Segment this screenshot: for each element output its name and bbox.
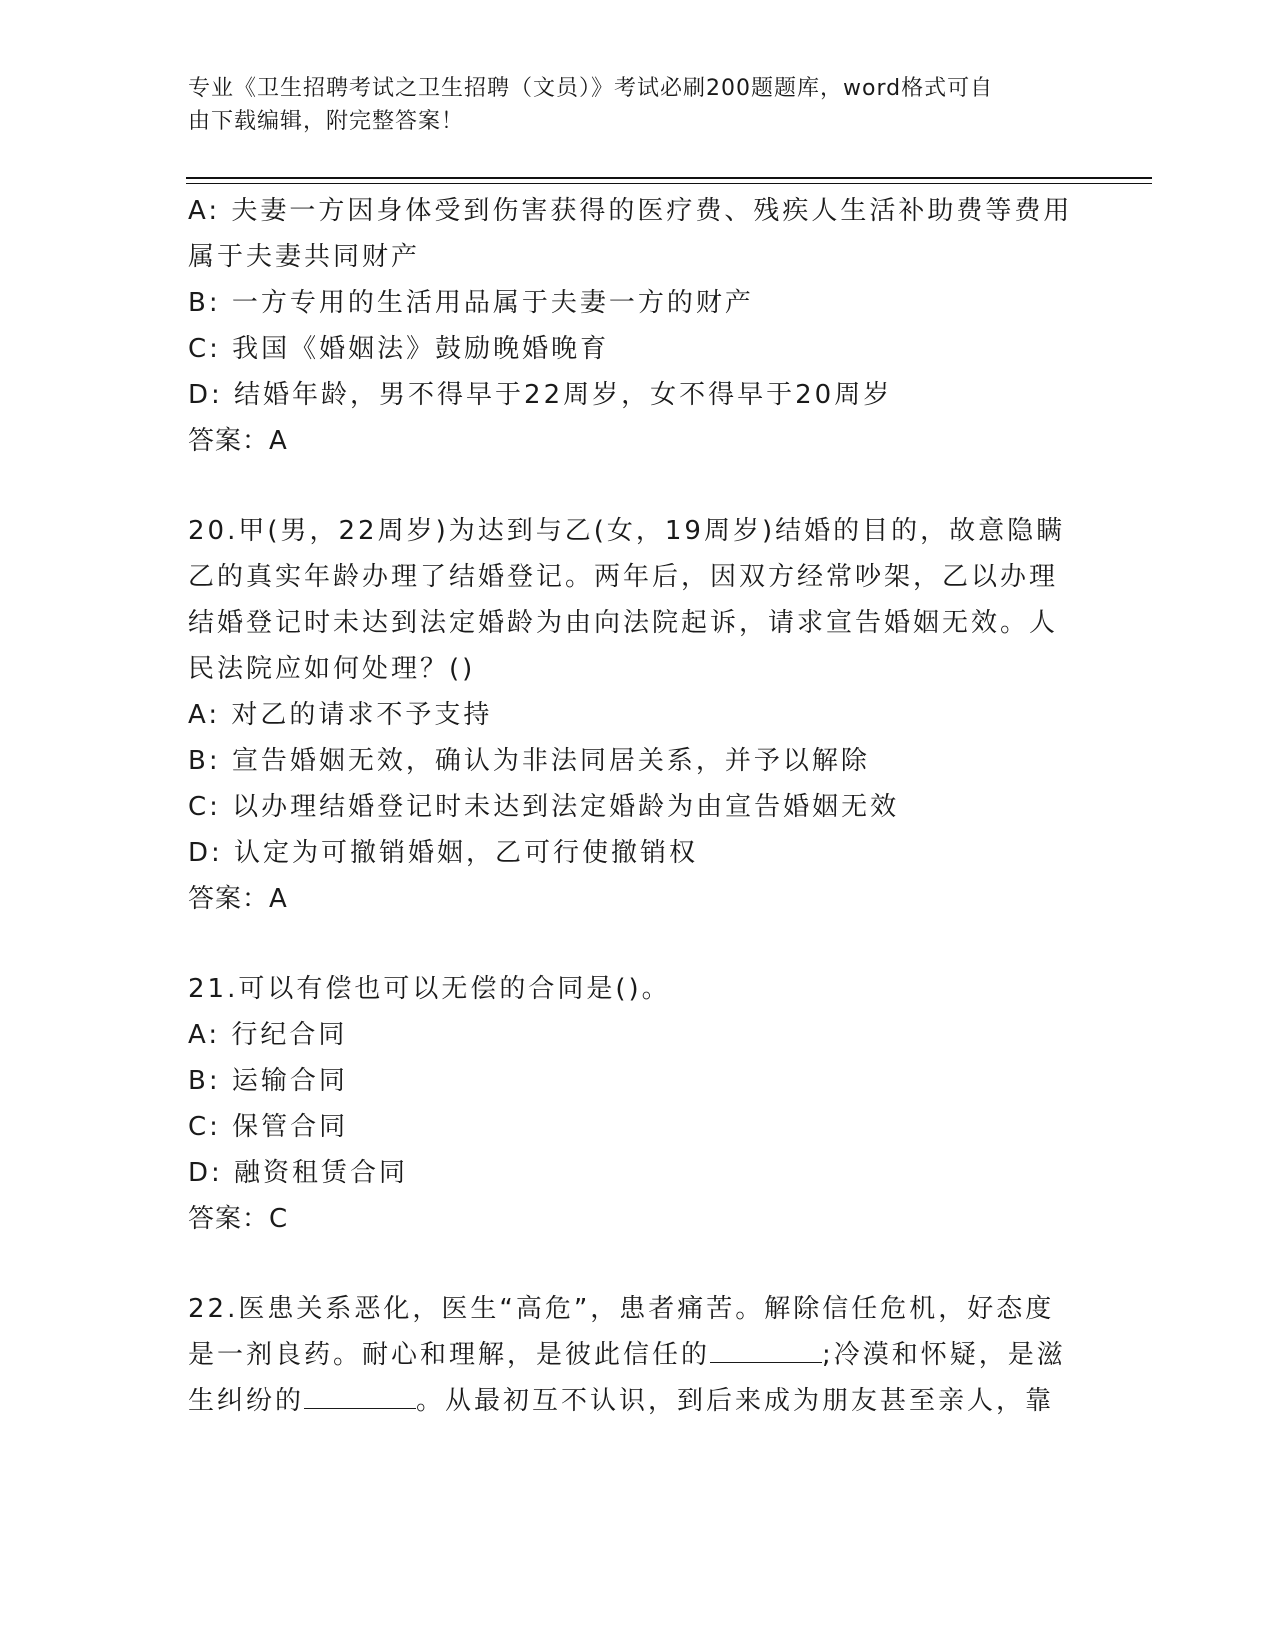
q20-option-a: A: 对乙的请求不予支持 (188, 700, 493, 730)
q20-answer: 答案：A (188, 884, 288, 914)
q21-stem: 21.可以有偿也可以无偿的合同是()。 (188, 974, 671, 1004)
spacer (188, 922, 1088, 966)
q21-answer: 答案：C (188, 1204, 289, 1234)
q20-stem-line-3: 结婚登记时未达到法定婚龄为由向法院起诉，请求宣告婚姻无效。人 (188, 608, 1059, 638)
q21-option-c: C: 保管合同 (188, 1112, 349, 1142)
q22-stem-line-3-part-2: 。从最初互不认识，到后来成为朋友甚至亲人，靠 (416, 1386, 1055, 1416)
question-20-block (188, 508, 1088, 922)
q21-option-b: B: 运输合同 (188, 1066, 348, 1096)
question-22-block (188, 1286, 1088, 1424)
q19-option-a-line-2: 属于夫妻共同财产 (188, 242, 421, 272)
q19-option-c: C: 我国《婚姻法》鼓励晚婚晚育 (188, 334, 610, 364)
q19-option-d: D: 结婚年龄，男不得早于22周岁，女不得早于20周岁 (188, 380, 893, 410)
q19-option-b: B: 一方专用的生活用品属于夫妻一方的财产 (188, 288, 754, 318)
header-title-line-2: 由下载编辑，附完整答案！ (188, 109, 465, 134)
header-divider-thin (186, 183, 1152, 184)
q20-option-b: B: 宣告婚姻无效，确认为非法同居关系，并予以解除 (188, 746, 870, 776)
q22-stem-line-2-part-2: ;冷漠和怀疑，是滋 (822, 1340, 1066, 1370)
fill-in-blank (304, 1378, 416, 1409)
q19-answer: 答案：A (188, 426, 288, 456)
q21-option-a: A: 行纪合同 (188, 1020, 348, 1050)
q22-stem-line-3 (188, 1378, 1088, 1424)
spacer (188, 464, 1088, 508)
q21-option-d: D: 融资租赁合同 (188, 1158, 409, 1188)
q19-option-a-line-1: A: 夫妻一方因身体受到伤害获得的医疗费、残疾人生活补助费等费用 (188, 196, 1073, 226)
q22-stem-line-3-part-1: 生纠纷的 (188, 1386, 305, 1416)
q20-stem-line-1: 20.甲(男，22周岁)为达到与乙(女，19周岁)结婚的目的，故意隐瞒 (188, 516, 1066, 546)
header-divider-thick (186, 177, 1152, 179)
q20-option-d: D: 认定为可撤销婚姻，乙可行使撤销权 (188, 838, 699, 868)
header-title-line-1: 专业《卫生招聘考试之卫生招聘（文员）》考试必刷200题题库，word格式可自 (188, 76, 994, 101)
spacer (188, 1242, 1088, 1286)
question-19-block (188, 188, 1088, 464)
q22-stem-line-2 (188, 1332, 1088, 1378)
q20-option-c: C: 以办理结婚登记时未达到法定婚龄为由宣告婚姻无效 (188, 792, 900, 822)
q22-stem-line-1: 22.医患关系恶化，医生“高危”，患者痛苦。解除信任危机，好态度 (188, 1294, 1055, 1324)
document-header (188, 72, 1078, 138)
question-content (188, 188, 1088, 1424)
fill-in-blank (710, 1332, 822, 1363)
question-21-block (188, 966, 1088, 1242)
q20-stem-line-2: 乙的真实年龄办理了结婚登记。两年后，因双方经常吵架，乙以办理 (188, 562, 1059, 592)
q20-stem-line-4: 民法院应如何处理？() (188, 654, 476, 684)
q22-stem-line-2-part-1: 是一剂良药。耐心和理解，是彼此信任的 (188, 1340, 711, 1370)
